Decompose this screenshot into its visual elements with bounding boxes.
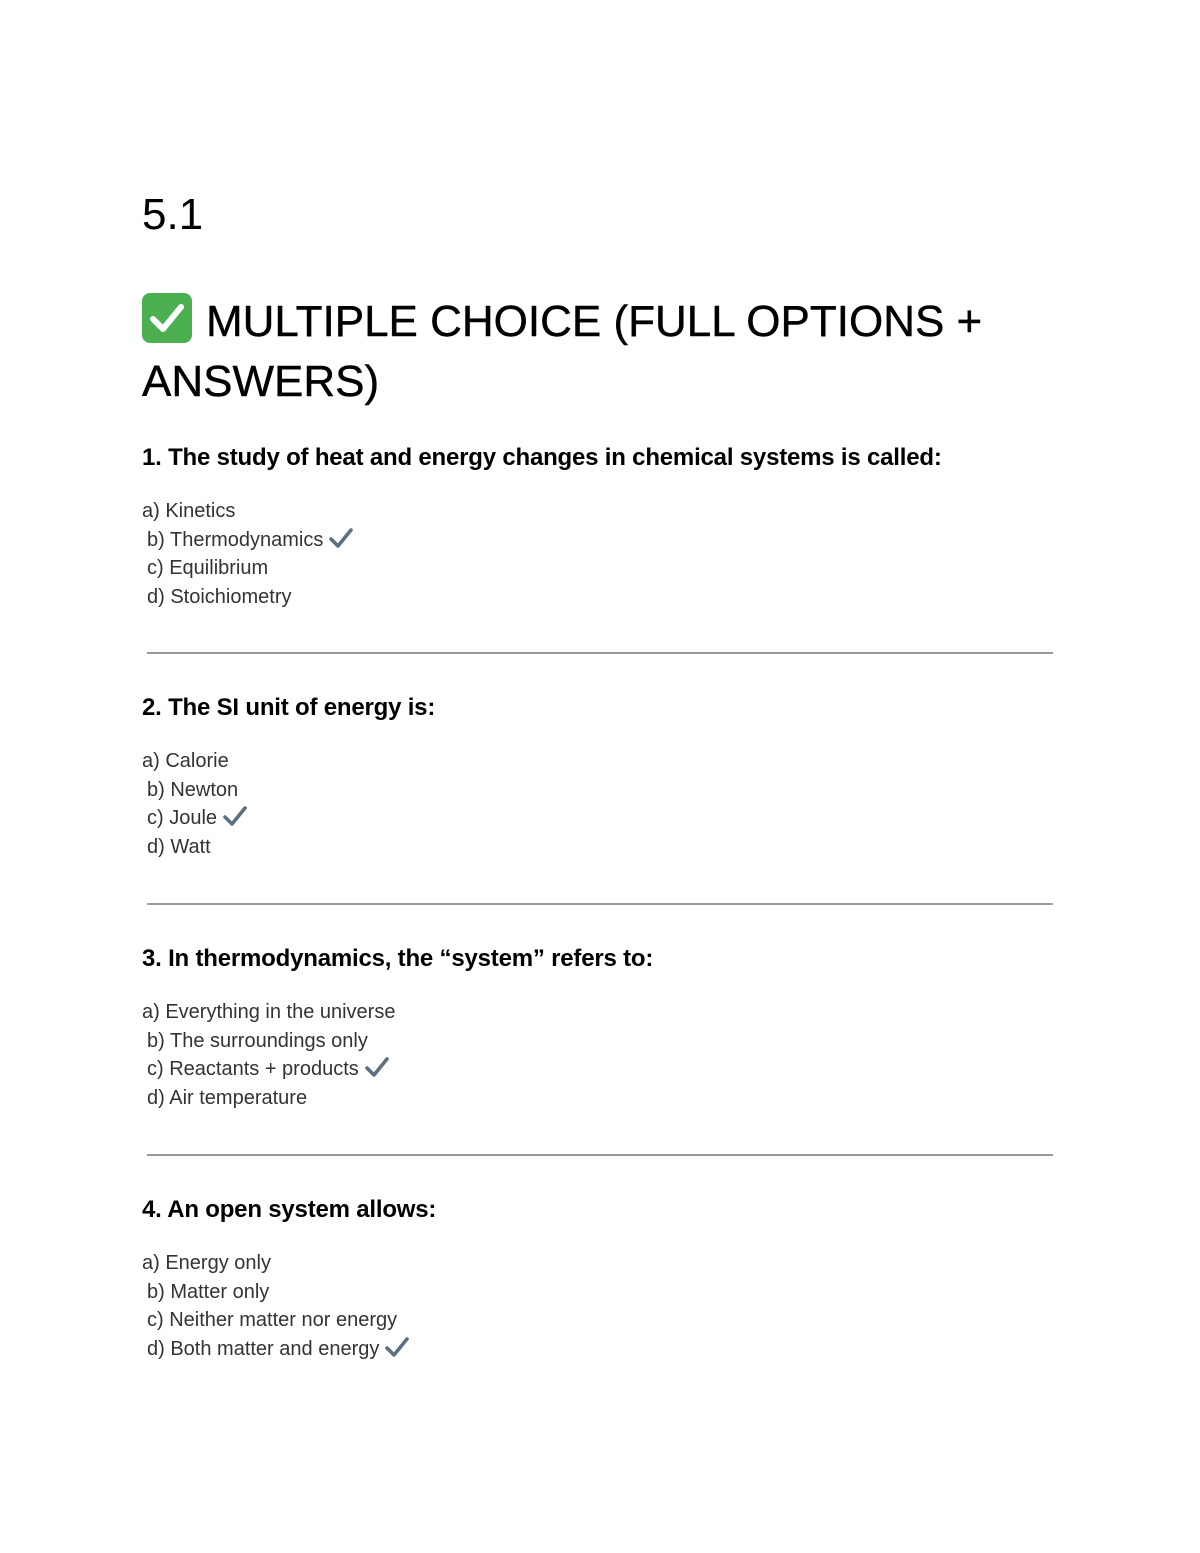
section-heading	[142, 292, 1072, 412]
section-heading-text: MULTIPLE CHOICE (FULL OPTIONS + ANSWERS)	[142, 297, 983, 406]
answer-option: c) Equilibrium	[147, 557, 269, 579]
answer-option: d) Stoichiometry	[147, 585, 292, 608]
answer-option: b) Matter only	[147, 1280, 270, 1303]
question-title: 4. An open system allows:	[142, 1196, 437, 1223]
question-4	[142, 1195, 1072, 1363]
answer-option: c) Neither matter nor energy	[147, 1309, 398, 1331]
answer-option-correct: d) Both matter and energy	[142, 1335, 1072, 1364]
answer-option: a) Calorie	[142, 750, 229, 772]
heavy-check-mark-icon	[365, 1056, 389, 1078]
question-1	[142, 443, 1072, 611]
answer-option-correct: c) Reactants + products	[142, 1055, 1072, 1084]
answer-option: b) Newton	[147, 778, 239, 801]
answer-option: a) Energy only	[142, 1252, 271, 1274]
horizontal-divider	[147, 1154, 1053, 1156]
question-title: 2. The SI unit of energy is:	[142, 694, 436, 721]
question-3	[142, 944, 1072, 1112]
horizontal-divider	[147, 652, 1053, 654]
answer-option-correct: c) Joule	[142, 804, 1072, 833]
horizontal-divider	[147, 903, 1053, 905]
heavy-check-mark-icon	[223, 805, 247, 827]
answer-option: b) The surroundings only	[147, 1029, 368, 1052]
answer-option: d) Watt	[147, 835, 211, 858]
answer-option: a) Kinetics	[142, 500, 236, 522]
white-check-mark-icon	[142, 293, 192, 343]
answer-option-correct: b) Thermodynamics	[142, 526, 1072, 555]
question-title: 3. In thermodynamics, the “system” refers to:	[142, 945, 654, 972]
question-2	[142, 693, 1072, 861]
answer-option: a) Everything in the universe	[142, 1001, 396, 1023]
question-title: 1. The study of heat and energy changes in chemical systems is called:	[142, 444, 942, 471]
heavy-check-mark-icon	[329, 527, 353, 549]
answer-option: d) Air temperature	[147, 1086, 308, 1109]
section-number: 5.1	[142, 190, 204, 239]
heavy-check-mark-icon	[385, 1336, 409, 1358]
